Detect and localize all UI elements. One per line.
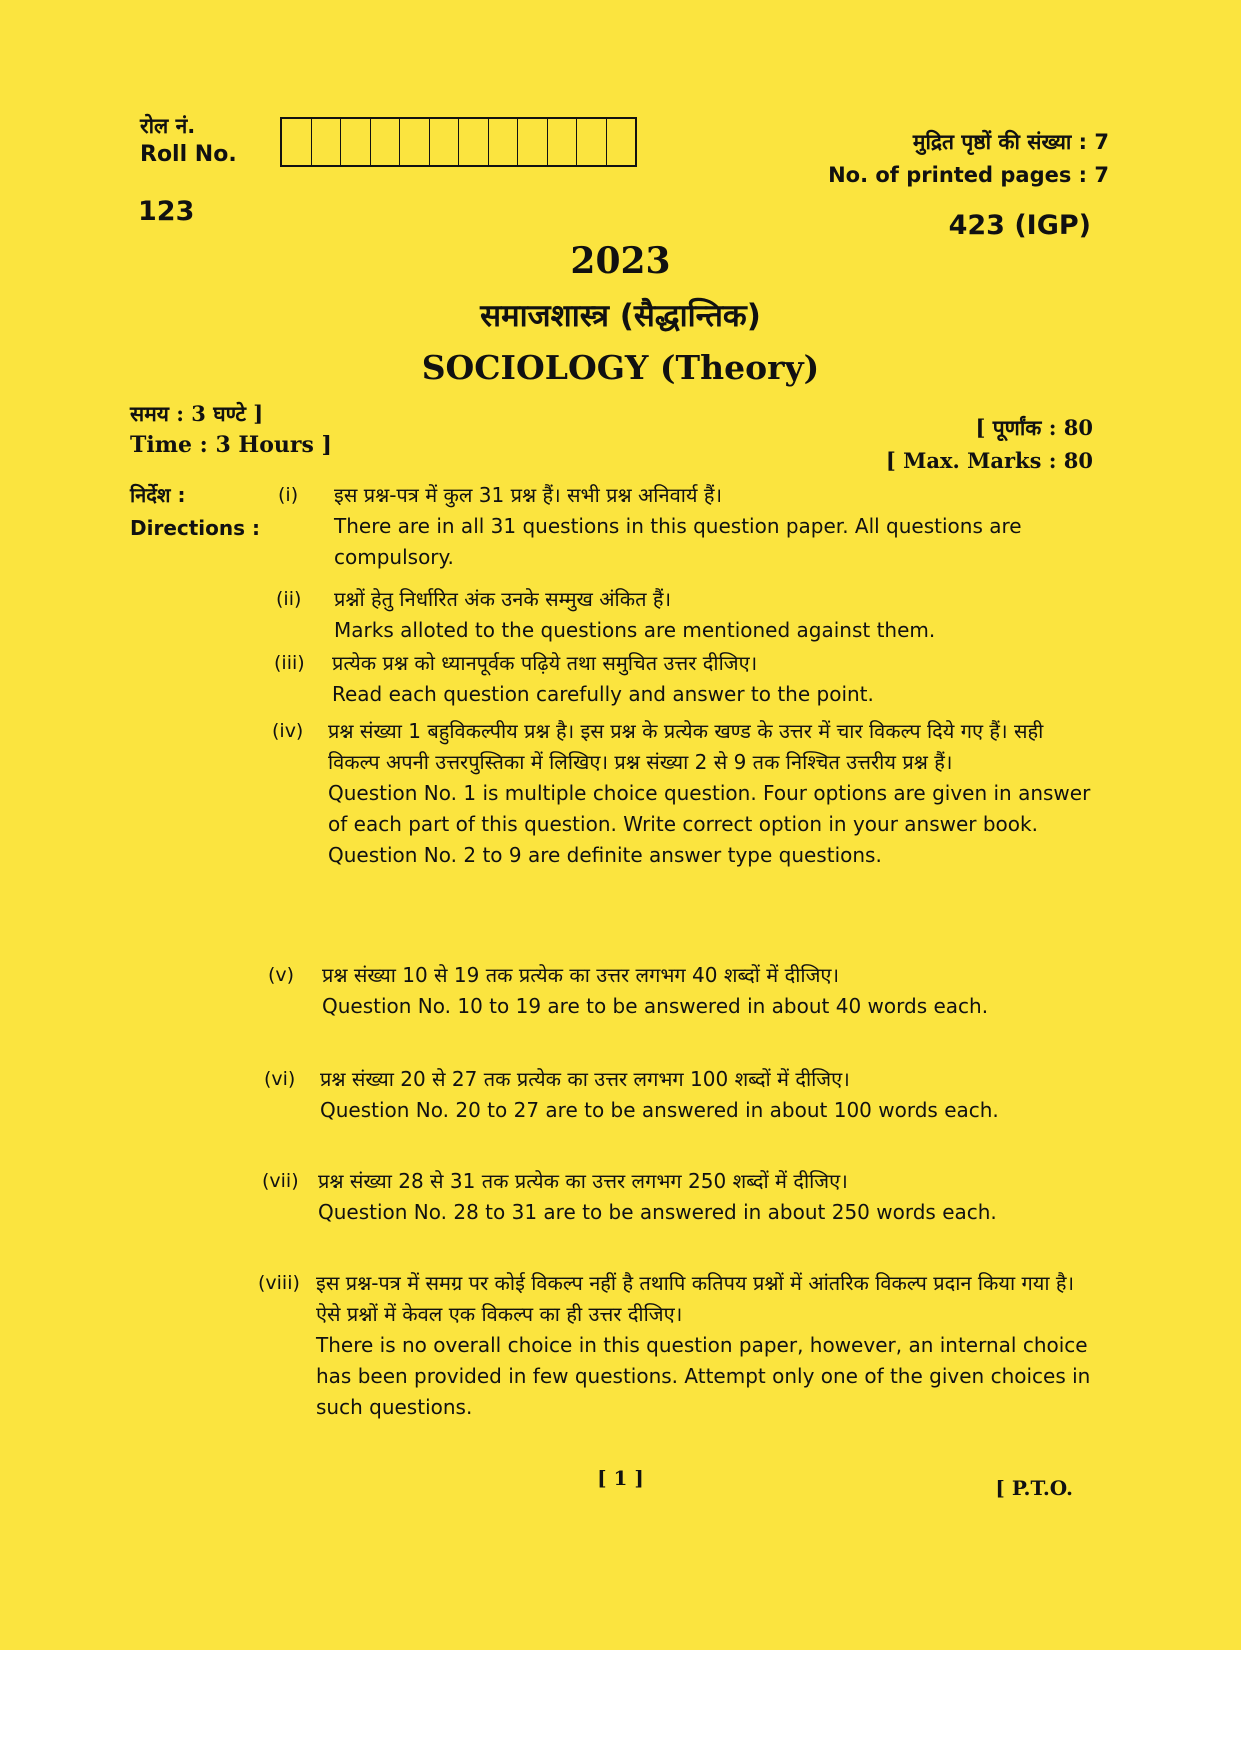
series-code: 123 [138,196,195,227]
direction-text-hindi: प्रश्नों हेतु निर्धारित अंक उनके सम्मुख अंकित हैं। [334,587,672,611]
paper-code: 423 (IGP) [948,210,1091,241]
roll-digit-box[interactable] [607,119,636,165]
direction-text-hindi: प्रत्येक प्रश्न को ध्यानपूर्वक पढ़िये तथा समुचित उत्तर दीजिए। [332,651,758,675]
directions-label: Directions : [130,516,260,540]
roll-digit-box[interactable] [430,119,460,165]
roll-digit-box[interactable] [341,119,371,165]
direction-number: (vi) [264,1068,296,1090]
direction-number: (ii) [276,588,302,610]
please-turn-over: [ P.T.O. [995,1476,1073,1500]
max-marks-hindi: [ पूर्णांक : 80 [975,415,1093,440]
direction-number: (i) [278,484,299,506]
direction-text-hindi: प्रश्न संख्या 10 से 19 तक प्रत्येक का उत्तर लगभग 40 शब्दों में दीजिए। [322,963,840,987]
direction-text: There is no overall choice in this question paper, however, an internal choice has been provided in few questions. Attempt only one of the given choices in such questions. [316,1333,1091,1419]
roll-digit-box[interactable] [371,119,401,165]
roll-digit-box[interactable] [518,119,548,165]
direction-number: (iii) [274,652,305,674]
subject-title: SOCIOLOGY (Theory) [421,348,820,387]
direction-number: (viii) [258,1272,300,1294]
direction-text-hindi: प्रश्न संख्या 28 से 31 तक प्रत्येक का उत्तर लगभग 250 शब्दों में दीजिए। [318,1169,848,1193]
direction-text: Marks alloted to the questions are mentioned against them. [334,618,936,642]
printed-pages-hindi: मुद्रित पृष्ठों की संख्या : 7 [912,130,1109,154]
direction-text: Question No. 1 is multiple choice question. Four options are given in answer of each part of this question. Write correct option in your answer book. Question No. 2 to 9 are definite answer type questions. [328,781,1091,867]
roll-digit-box[interactable] [312,119,342,165]
directions-label-hindi: निर्देश : [130,483,186,507]
exam-year: 2023 [570,240,671,282]
direction-text-hindi: प्रश्न संख्या 1 बहुविकल्पीय प्रश्न है। इस प्रश्न के प्रत्येक खण्ड के उत्तर में चार विकल्प दिये गए हैं। सही विकल्प अपनी उत्तरपुस्तिका में लिखिए। प्रश्न संख्या 2 से 9 तक निश्चित उत्तरीय प्रश्न हैं। [328,719,1044,774]
time-allowed: Time : 3 Hours ] [130,432,332,458]
direction-text: Question No. 28 to 31 are to be answered in about 250 words each. [318,1200,997,1224]
roll-number-label-hindi: रोल नं. [140,114,196,138]
direction-text: Question No. 10 to 19 are to be answered in about 40 words each. [322,994,989,1018]
page-number: [ 1 ] [597,1466,644,1490]
roll-digit-box[interactable] [459,119,489,165]
direction-number: (vii) [262,1170,299,1192]
roll-digit-box[interactable] [548,119,578,165]
direction-text-hindi: प्रश्न संख्या 20 से 27 तक प्रत्येक का उत्तर लगभग 100 शब्दों में दीजिए। [320,1067,850,1091]
direction-text-hindi: इस प्रश्न-पत्र में कुल 31 प्रश्न हैं। सभी प्रश्न अनिवार्य हैं। [334,483,723,507]
time-hindi: समय : 3 घण्टे ] [130,401,264,426]
direction-number: (v) [268,964,295,986]
roll-digit-box[interactable] [282,119,312,165]
direction-text: Question No. 20 to 27 are to be answered in about 100 words each. [320,1098,999,1122]
roll-digit-box[interactable] [489,119,519,165]
roll-digit-box[interactable] [577,119,607,165]
roll-digit-box[interactable] [400,119,430,165]
direction-number: (iv) [272,720,304,742]
subject-title-hindi: समाजशास्त्र (सैद्धान्तिक) [480,298,761,334]
direction-text: Read each question carefully and answer to the point. [332,682,874,706]
direction-text: There are in all 31 questions in this question paper. All questions are compulsory. [334,514,1022,569]
roll-number-label: Roll No. [140,142,237,167]
max-marks: [ Max. Marks : 80 [885,448,1093,473]
roll-number-boxes[interactable] [280,117,637,167]
printed-pages: No. of printed pages : 7 [828,163,1109,187]
direction-text-hindi: इस प्रश्न-पत्र में समग्र पर कोई विकल्प नहीं है तथापि कतिपय प्रश्नों में आंतरिक विकल्प प्रदान किया गया है। ऐसे प्रश्नों में केवल एक विकल्प का ही उत्तर दीजिए। [316,1271,1075,1326]
